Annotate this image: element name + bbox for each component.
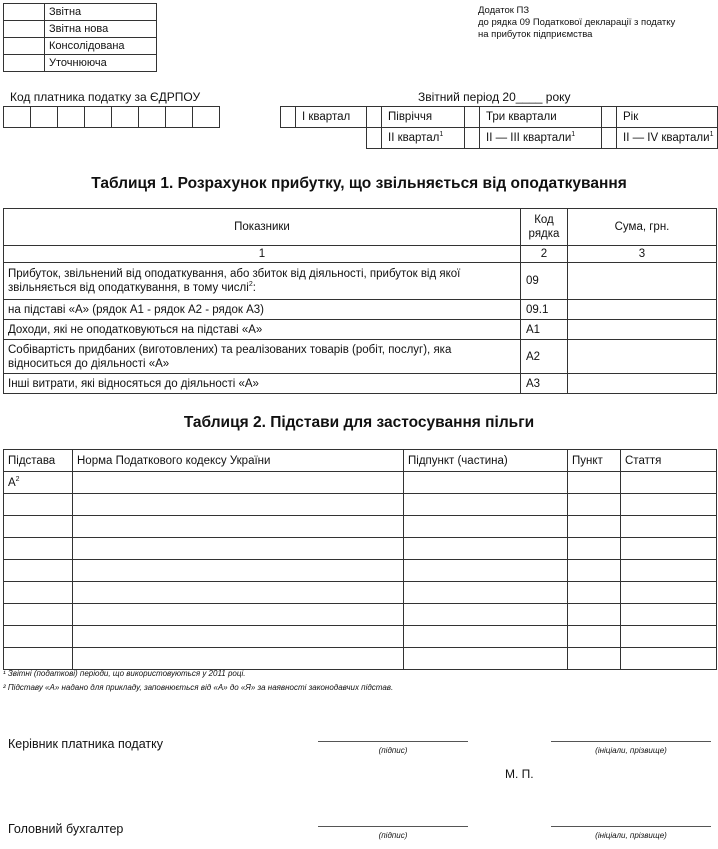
table1-row-label: Доходи, які не оподатковуються на підставі «А» xyxy=(4,320,521,340)
report-type-box xyxy=(3,3,157,72)
table2-cell[interactable] xyxy=(404,494,568,516)
table2-cell[interactable] xyxy=(404,648,568,670)
table1-row-label: Інші витрати, які відносяться до діяльності «А» xyxy=(4,374,521,394)
table2-cell[interactable] xyxy=(73,604,404,626)
table-row xyxy=(4,582,717,604)
accountant-name-caption: (ініціали, прізвище) xyxy=(595,831,667,840)
edrpou-digit-cell[interactable] xyxy=(85,107,112,128)
period-three-checkbox[interactable] xyxy=(465,107,480,128)
table2-cell[interactable] xyxy=(73,494,404,516)
table2-header-basis: Підстава xyxy=(4,450,73,472)
table1-row-label: на підставі «А» (рядок А1 - рядок А2 - рядок А3) xyxy=(4,300,521,320)
period-q2-3-label: II — III квартали$^1$ xyxy=(480,128,602,149)
footnote-2: ² Підставу «А» надано для прикладу, заповнюється від «А» до «Я» за наявності законодавчих підстав. xyxy=(3,683,394,692)
table1-header-sum: Сума, грн. xyxy=(568,209,717,246)
report-type-label: Уточнююча xyxy=(45,55,157,72)
period-label: Звітний період 20____ року xyxy=(418,90,571,104)
table2-cell[interactable] xyxy=(4,538,73,560)
table1-row-code: 09 xyxy=(521,263,568,300)
head-signature-line[interactable] xyxy=(318,741,468,742)
table2-cell[interactable] xyxy=(568,626,621,648)
period-q2-3-checkbox[interactable] xyxy=(465,128,480,149)
table2-cell[interactable] xyxy=(568,494,621,516)
appendix-note xyxy=(478,5,708,41)
edrpou-code-cells xyxy=(3,106,220,128)
table2-cell[interactable] xyxy=(73,626,404,648)
table1-colnum: 3 xyxy=(568,246,717,263)
table-row xyxy=(4,648,717,670)
head-signature-label: Керівник платника податку xyxy=(8,737,163,751)
table2-cell[interactable] xyxy=(4,648,73,670)
table2-cell[interactable] xyxy=(4,582,73,604)
edrpou-digit-cell[interactable] xyxy=(166,107,193,128)
head-signature-caption: (підпис) xyxy=(378,746,408,755)
table2-cell[interactable] xyxy=(4,494,73,516)
table2-cell[interactable] xyxy=(4,516,73,538)
table2-cell[interactable] xyxy=(73,560,404,582)
period-q2-label: II квартал$^1$ xyxy=(382,128,465,149)
table2-cell[interactable] xyxy=(4,604,73,626)
period-q2-checkbox[interactable] xyxy=(367,128,382,149)
table-row xyxy=(4,604,717,626)
table-row xyxy=(4,472,717,494)
table2-cell[interactable] xyxy=(568,472,621,494)
table2-cell[interactable] xyxy=(73,472,404,494)
table2-cell[interactable] xyxy=(404,604,568,626)
table1-colnum: 2 xyxy=(521,246,568,263)
table2-cell[interactable] xyxy=(404,538,568,560)
table2-cell[interactable] xyxy=(4,626,73,648)
period-q2-4-label: II — IV квартали$^1$ xyxy=(617,128,718,149)
table-row xyxy=(4,538,717,560)
appendix-line: до рядка 09 Податкової декларації з податку xyxy=(478,17,676,28)
table1-row-sum[interactable] xyxy=(568,300,717,320)
accountant-signature-caption: (підпис) xyxy=(378,831,408,840)
table2-cell[interactable] xyxy=(621,626,717,648)
table2-cell[interactable] xyxy=(73,648,404,670)
table1-row-label: Прибуток, звільнений від оподаткування, або збиток від діяльності, прибуток від якої звільняється від оподаткування, в тому числі$^2$: xyxy=(4,263,521,300)
table1-colnum: 1 xyxy=(4,246,521,263)
table2-cell-basis[interactable]: $А^2$ xyxy=(4,472,73,494)
table1-header-indicators: Показники xyxy=(4,209,521,246)
table1-row-code: А3 xyxy=(521,374,568,394)
period-half-checkbox[interactable] xyxy=(367,107,382,128)
table2-cell[interactable] xyxy=(621,604,717,626)
table2-cell[interactable] xyxy=(621,494,717,516)
table2-cell[interactable] xyxy=(568,538,621,560)
accountant-name-line[interactable] xyxy=(551,826,711,827)
period-three-label: Три квартали xyxy=(480,107,602,128)
table1 xyxy=(3,208,717,394)
table1-title: Таблиця 1. Розрахунок прибутку, що звільняється від оподаткування xyxy=(91,175,627,192)
table1-row-sum[interactable] xyxy=(568,374,717,394)
table2-header-subparagraph: Підпункт (частина) xyxy=(404,450,568,472)
table2 xyxy=(3,449,717,670)
appendix-line: Додаток ПЗ xyxy=(478,5,530,16)
table2-cell[interactable] xyxy=(73,538,404,560)
table1-row-sum[interactable] xyxy=(568,320,717,340)
table2-cell[interactable] xyxy=(621,560,717,582)
table1-row-code: А1 xyxy=(521,320,568,340)
table2-cell[interactable] xyxy=(404,626,568,648)
table2-cell[interactable] xyxy=(568,648,621,670)
table2-cell[interactable] xyxy=(621,516,717,538)
period-year-checkbox[interactable] xyxy=(602,107,617,128)
accountant-signature-label: Головний бухгалтер xyxy=(8,822,124,836)
edrpou-label: Код платника податку за ЄДРПОУ xyxy=(10,90,201,104)
table1-row-sum[interactable] xyxy=(568,340,717,374)
table1-row-label: Собівартість придбаних (виготовлених) та реалізованих товарів (робіт, послуг), яка відноситься до діяльності «А» xyxy=(4,340,521,374)
table2-cell[interactable] xyxy=(568,560,621,582)
appendix-line: на прибуток підприємства xyxy=(478,29,593,40)
period-half-label: Півріччя xyxy=(382,107,465,128)
table2-cell[interactable] xyxy=(621,472,717,494)
table2-cell[interactable] xyxy=(404,472,568,494)
table2-header-article: Стаття xyxy=(621,450,717,472)
seal-mark: М. П. xyxy=(505,767,534,781)
table-row xyxy=(4,494,717,516)
table2-cell[interactable] xyxy=(568,516,621,538)
table1-row-code: А2 xyxy=(521,340,568,374)
table-row xyxy=(4,560,717,582)
period-year-label: Рік xyxy=(617,107,718,128)
footnote-1: ¹ Звітні (податкові) періоди, що використовуються у 2011 році. xyxy=(3,669,246,678)
table2-header-norm: Норма Податкового кодексу України xyxy=(73,450,404,472)
table2-cell[interactable] xyxy=(621,648,717,670)
report-type-label: Звітна xyxy=(45,4,157,21)
report-type-checkbox[interactable] xyxy=(4,55,45,72)
head-name-caption: (ініціали, прізвище) xyxy=(595,746,667,755)
period-q1-checkbox[interactable] xyxy=(281,107,296,128)
table2-cell[interactable] xyxy=(404,560,568,582)
report-type-checkbox[interactable] xyxy=(4,4,45,21)
table1-row-sum[interactable] xyxy=(568,263,717,300)
head-name-line[interactable] xyxy=(551,741,711,742)
accountant-signature-line[interactable] xyxy=(318,826,468,827)
edrpou-digit-cell[interactable] xyxy=(139,107,166,128)
table2-cell[interactable] xyxy=(621,582,717,604)
edrpou-digit-cell[interactable] xyxy=(58,107,85,128)
table2-cell[interactable] xyxy=(73,582,404,604)
table-row xyxy=(4,516,717,538)
edrpou-digit-cell[interactable] xyxy=(112,107,139,128)
table-row xyxy=(4,626,717,648)
table2-cell[interactable] xyxy=(4,560,73,582)
table2-cell[interactable] xyxy=(73,516,404,538)
period-q1-label: I квартал xyxy=(296,107,367,128)
edrpou-digit-cell[interactable] xyxy=(31,107,58,128)
table2-cell[interactable] xyxy=(404,582,568,604)
period-q2-4-checkbox[interactable] xyxy=(602,128,617,149)
period-grid xyxy=(280,106,718,149)
table2-cell[interactable] xyxy=(568,582,621,604)
report-type-label: Консолідована xyxy=(45,38,157,55)
table2-cell[interactable] xyxy=(568,604,621,626)
edrpou-digit-cell[interactable] xyxy=(193,107,220,128)
table1-header-code: Код рядка xyxy=(521,209,568,246)
table2-title: Таблиця 2. Підстави для застосування пільги xyxy=(183,414,535,431)
edrpou-digit-cell[interactable] xyxy=(4,107,31,128)
table2-header-paragraph: Пункт xyxy=(568,450,621,472)
report-type-checkbox[interactable] xyxy=(4,21,45,38)
report-type-checkbox[interactable] xyxy=(4,38,45,55)
table2-cell[interactable] xyxy=(621,538,717,560)
table2-cell[interactable] xyxy=(404,516,568,538)
table1-row-code: 09.1 xyxy=(521,300,568,320)
report-type-label: Звітна нова xyxy=(45,21,157,38)
